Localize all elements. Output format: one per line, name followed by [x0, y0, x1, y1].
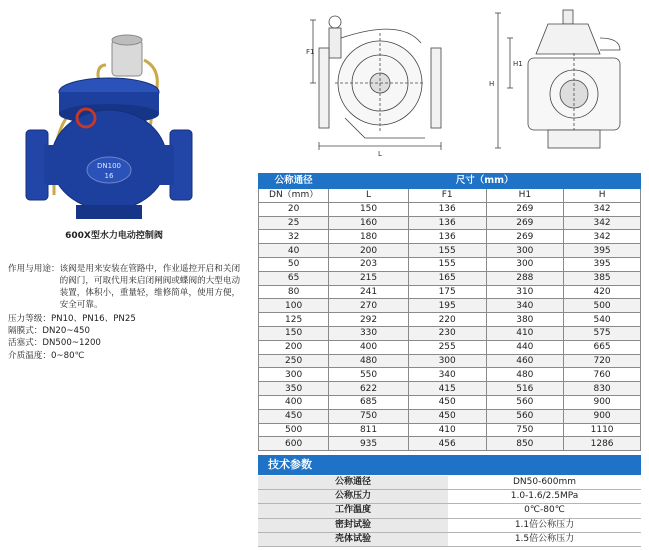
col-dn: DN（mm）: [259, 189, 329, 203]
table-cell: 516: [486, 382, 564, 396]
table-cell: 900: [564, 395, 641, 409]
tech-row: [258, 504, 641, 518]
header-nominal-bore: 公称通径: [259, 174, 329, 189]
tech-value: 1.0-1.6/2.5MPa: [448, 490, 641, 504]
table-cell: 300: [486, 257, 564, 271]
table-cell: 342: [564, 230, 641, 244]
table-cell: 560: [486, 395, 564, 409]
table-cell: 760: [564, 368, 641, 382]
valve-product-image: [14, 20, 214, 225]
table-row: [259, 230, 641, 244]
dimension-column-header-row: [259, 189, 641, 203]
side-view-drawing: [488, 8, 633, 158]
table-cell: 342: [564, 216, 641, 230]
table-cell: 665: [564, 340, 641, 354]
table-cell: 575: [564, 326, 641, 340]
table-cell: 155: [408, 257, 486, 271]
table-cell: 380: [486, 313, 564, 327]
table-row: [259, 423, 641, 437]
table-cell: 450: [259, 409, 329, 423]
table-cell: 136: [408, 216, 486, 230]
table-cell: 500: [564, 299, 641, 313]
purpose-text: 该阀是用来安装在管路中，作业遥控开启和关闭的阀门，可取代用来启闭闸阀或蝶阀的大型电动装置，体积小，重量轻，维修简单，使用方便，安全可靠。: [59, 264, 241, 310]
table-cell: 150: [329, 202, 409, 216]
table-cell: 125: [259, 313, 329, 327]
table-cell: 830: [564, 382, 641, 396]
table-cell: 80: [259, 285, 329, 299]
spec-medium-temp: 介质温度：0~80℃: [8, 350, 85, 361]
table-cell: 175: [408, 285, 486, 299]
table-cell: 160: [329, 216, 409, 230]
table-cell: 400: [259, 395, 329, 409]
table-cell: 20: [259, 202, 329, 216]
col-l: L: [329, 189, 409, 203]
table-row: [259, 285, 641, 299]
table-cell: 32: [259, 230, 329, 244]
tech-table-body: [258, 476, 641, 546]
table-cell: 935: [329, 437, 409, 451]
tech-section-header: [258, 455, 641, 475]
table-cell: 269: [486, 202, 564, 216]
table-cell: 720: [564, 354, 641, 368]
table-cell: 750: [486, 423, 564, 437]
table-cell: 136: [408, 202, 486, 216]
table-cell: 456: [408, 437, 486, 451]
table-cell: 340: [408, 368, 486, 382]
table-cell: 410: [408, 423, 486, 437]
table-cell: 480: [486, 368, 564, 382]
table-cell: 200: [329, 244, 409, 258]
table-cell: 500: [259, 423, 329, 437]
nameplate-pressure: 16: [104, 172, 114, 180]
table-cell: 150: [259, 326, 329, 340]
table-cell: 40: [259, 244, 329, 258]
label-h: H: [489, 80, 495, 88]
table-row: [259, 340, 641, 354]
tech-key: 壳体试验: [258, 532, 448, 546]
table-row: [259, 437, 641, 451]
tech-key: 公称通径: [258, 476, 448, 490]
tech-value: 0℃-80℃: [448, 504, 641, 518]
table-cell: 155: [408, 244, 486, 258]
tech-key: 工作温度: [258, 504, 448, 518]
col-h: H: [564, 189, 641, 203]
table-cell: 165: [408, 271, 486, 285]
header-size-mm: 尺寸（mm）: [329, 174, 641, 189]
table-cell: 600: [259, 437, 329, 451]
table-row: [259, 216, 641, 230]
table-cell: 420: [564, 285, 641, 299]
table-row: [259, 368, 641, 382]
table-cell: 400: [329, 340, 409, 354]
col-f1: F1: [408, 189, 486, 203]
table-cell: 415: [408, 382, 486, 396]
spec-pressure-class: 压力等级：PN10、PN16、PN25: [8, 314, 136, 324]
table-cell: 560: [486, 409, 564, 423]
table-cell: 1110: [564, 423, 641, 437]
table-cell: 850: [486, 437, 564, 451]
table-row: [259, 202, 641, 216]
dimension-table: [258, 173, 641, 451]
table-cell: 220: [408, 313, 486, 327]
spec-diaphragm: 隔膜式：DN20~450: [8, 326, 90, 337]
table-cell: 300: [486, 244, 564, 258]
table-cell: 550: [329, 368, 409, 382]
table-cell: 900: [564, 409, 641, 423]
table-cell: 385: [564, 271, 641, 285]
table-cell: 215: [329, 271, 409, 285]
table-cell: 136: [408, 230, 486, 244]
table-cell: 410: [486, 326, 564, 340]
label-l: L: [378, 150, 382, 158]
table-cell: 480: [329, 354, 409, 368]
col-h1: H1: [486, 189, 564, 203]
table-cell: 450: [408, 395, 486, 409]
dimension-group-header-row: [259, 174, 641, 189]
table-cell: 300: [408, 354, 486, 368]
table-cell: 255: [408, 340, 486, 354]
table-cell: 288: [486, 271, 564, 285]
table-cell: 300: [259, 368, 329, 382]
table-cell: 65: [259, 271, 329, 285]
tech-row: [258, 476, 641, 490]
table-cell: 50: [259, 257, 329, 271]
label-h1: H1: [513, 60, 523, 68]
table-cell: 100: [259, 299, 329, 313]
table-cell: 270: [329, 299, 409, 313]
tech-title: 技术参数: [268, 458, 312, 471]
nameplate-size: DN100: [97, 162, 121, 170]
tech-value: 1.5倍公称压力: [448, 532, 641, 546]
table-cell: 200: [259, 340, 329, 354]
table-cell: 310: [486, 285, 564, 299]
table-cell: 230: [408, 326, 486, 340]
dimension-table-body: [259, 202, 641, 450]
table-row: [259, 326, 641, 340]
table-row: [259, 271, 641, 285]
table-cell: 685: [329, 395, 409, 409]
table-cell: 460: [486, 354, 564, 368]
table-cell: 440: [486, 340, 564, 354]
table-row: [259, 313, 641, 327]
spec-piston: 活塞式：DN500~1200: [8, 338, 101, 349]
table-row: [259, 244, 641, 258]
table-cell: 350: [259, 382, 329, 396]
label-f1: F1: [306, 48, 315, 56]
front-view-drawing: [305, 8, 455, 158]
table-cell: 811: [329, 423, 409, 437]
table-cell: 292: [329, 313, 409, 327]
table-cell: 330: [329, 326, 409, 340]
table-cell: 450: [408, 409, 486, 423]
table-row: [259, 409, 641, 423]
table-cell: 203: [329, 257, 409, 271]
table-cell: 250: [259, 354, 329, 368]
spec-list: [8, 313, 248, 362]
description-block: [8, 263, 248, 311]
table-cell: 269: [486, 216, 564, 230]
table-row: [259, 299, 641, 313]
table-cell: 622: [329, 382, 409, 396]
tech-key: 密封试验: [258, 518, 448, 532]
tech-table: [258, 476, 641, 547]
table-cell: 395: [564, 244, 641, 258]
product-caption: 600X型水力电动控制阀: [65, 231, 163, 241]
table-cell: 195: [408, 299, 486, 313]
table-row: [259, 395, 641, 409]
tech-key: 公称压力: [258, 490, 448, 504]
table-cell: 241: [329, 285, 409, 299]
table-cell: 340: [486, 299, 564, 313]
table-row: [259, 354, 641, 368]
table-cell: 25: [259, 216, 329, 230]
table-cell: 342: [564, 202, 641, 216]
tech-row: [258, 490, 641, 504]
table-cell: 1286: [564, 437, 641, 451]
table-cell: 269: [486, 230, 564, 244]
table-cell: 180: [329, 230, 409, 244]
table-cell: 540: [564, 313, 641, 327]
tech-value: DN50-600mm: [448, 476, 641, 490]
tech-value: 1.1倍公称压力: [448, 518, 641, 532]
table-cell: 395: [564, 257, 641, 271]
table-row: [259, 257, 641, 271]
table-cell: 750: [329, 409, 409, 423]
table-row: [259, 382, 641, 396]
purpose-label: 作用与用途：: [8, 264, 60, 274]
tech-row: [258, 518, 641, 532]
tech-row: [258, 532, 641, 546]
